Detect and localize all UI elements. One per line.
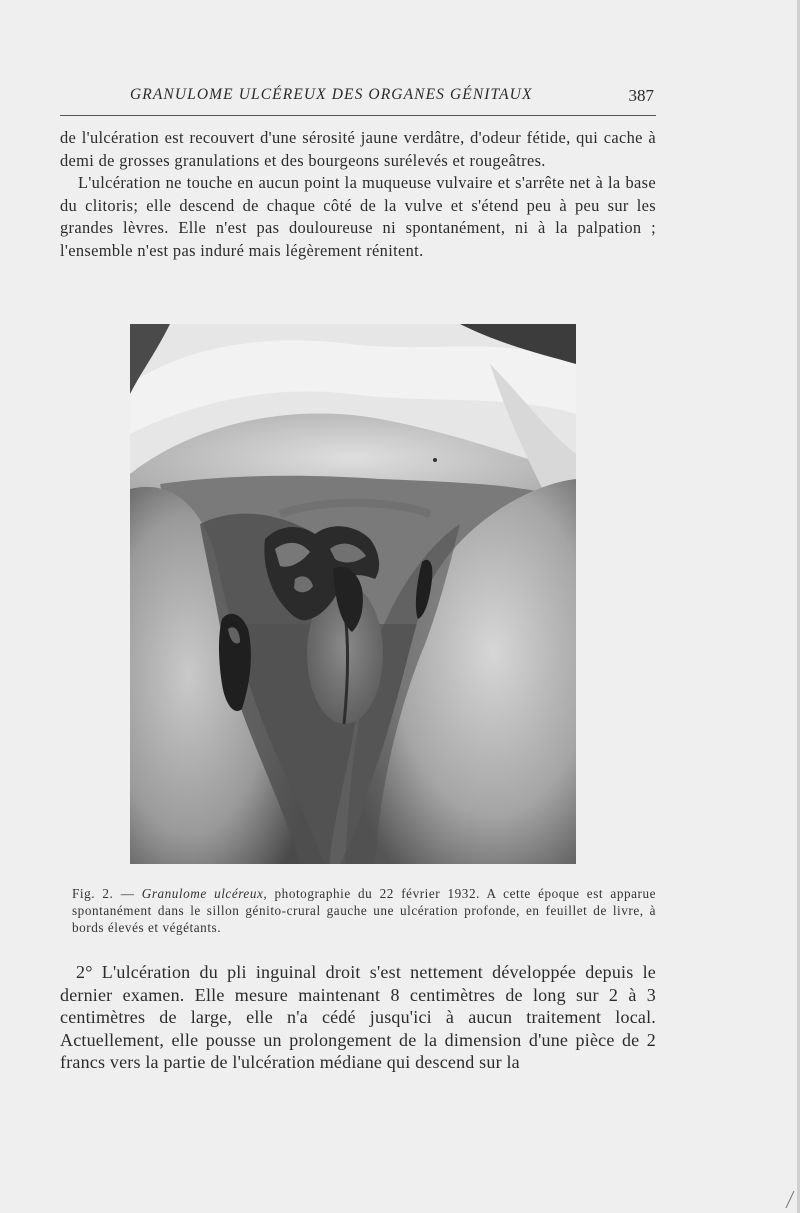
paragraph-inguinal-ulceration: 2° L'ulcération du pli inguinal droit s'est nettement développée depuis le dernier examen. Elle mesure maintenant 8 centimètres de long sur 2 à 3 centimètres de large, elle n'a cédé jusqu'ici à aucun traitement local. Actuellement, elle pousse un prolongement de la dimension d'une pièce de 2 francs vers la partie de l'ulcération médiane qui descend sur la xyxy=(60,962,656,1072)
paragraph-ulceration-extent: L'ulcération ne touche en aucun point la muqueuse vulvaire et s'arrête net à la base du clitoris; elle descend de chaque côté de la vulve et s'étend peu à peu sur les grandes lèvres. Elle n'est pas douloureuse ni spontanément, ni à la palpation ; l'ensemble n'est pas induré mais légèrement rénitent. xyxy=(60,173,656,260)
figure-photograph xyxy=(130,324,576,864)
running-head xyxy=(60,82,656,112)
caption-title: Granulome ulcéreux, xyxy=(141,886,268,901)
top-text-block xyxy=(60,127,656,262)
caption-label: Fig. 2. — xyxy=(72,886,142,901)
bottom-text-block xyxy=(60,961,656,1074)
paragraph-continuation: de l'ulcération est recouvert d'une sérosité jaune verdâtre, d'odeur fétide, qui cache à demi de grosses granulations et des bourgeons surélevés et rougeâtres. xyxy=(60,128,656,170)
running-title: GRANULOME ULCÉREUX DES ORGANES GÉNITAUX xyxy=(130,86,533,103)
header-rule xyxy=(60,115,656,116)
page-number: 387 xyxy=(628,86,654,105)
figure-caption xyxy=(72,885,656,937)
clinical-photograph xyxy=(130,324,576,864)
caption-text: photographie du 22 février 1932. A cette époque est apparue spontanément dans le sillon génito-crural gauche une ulcération profonde, en feuillet de livre, à bords élevés et végétants. xyxy=(72,886,656,936)
scan-mark-icon xyxy=(784,1189,796,1209)
